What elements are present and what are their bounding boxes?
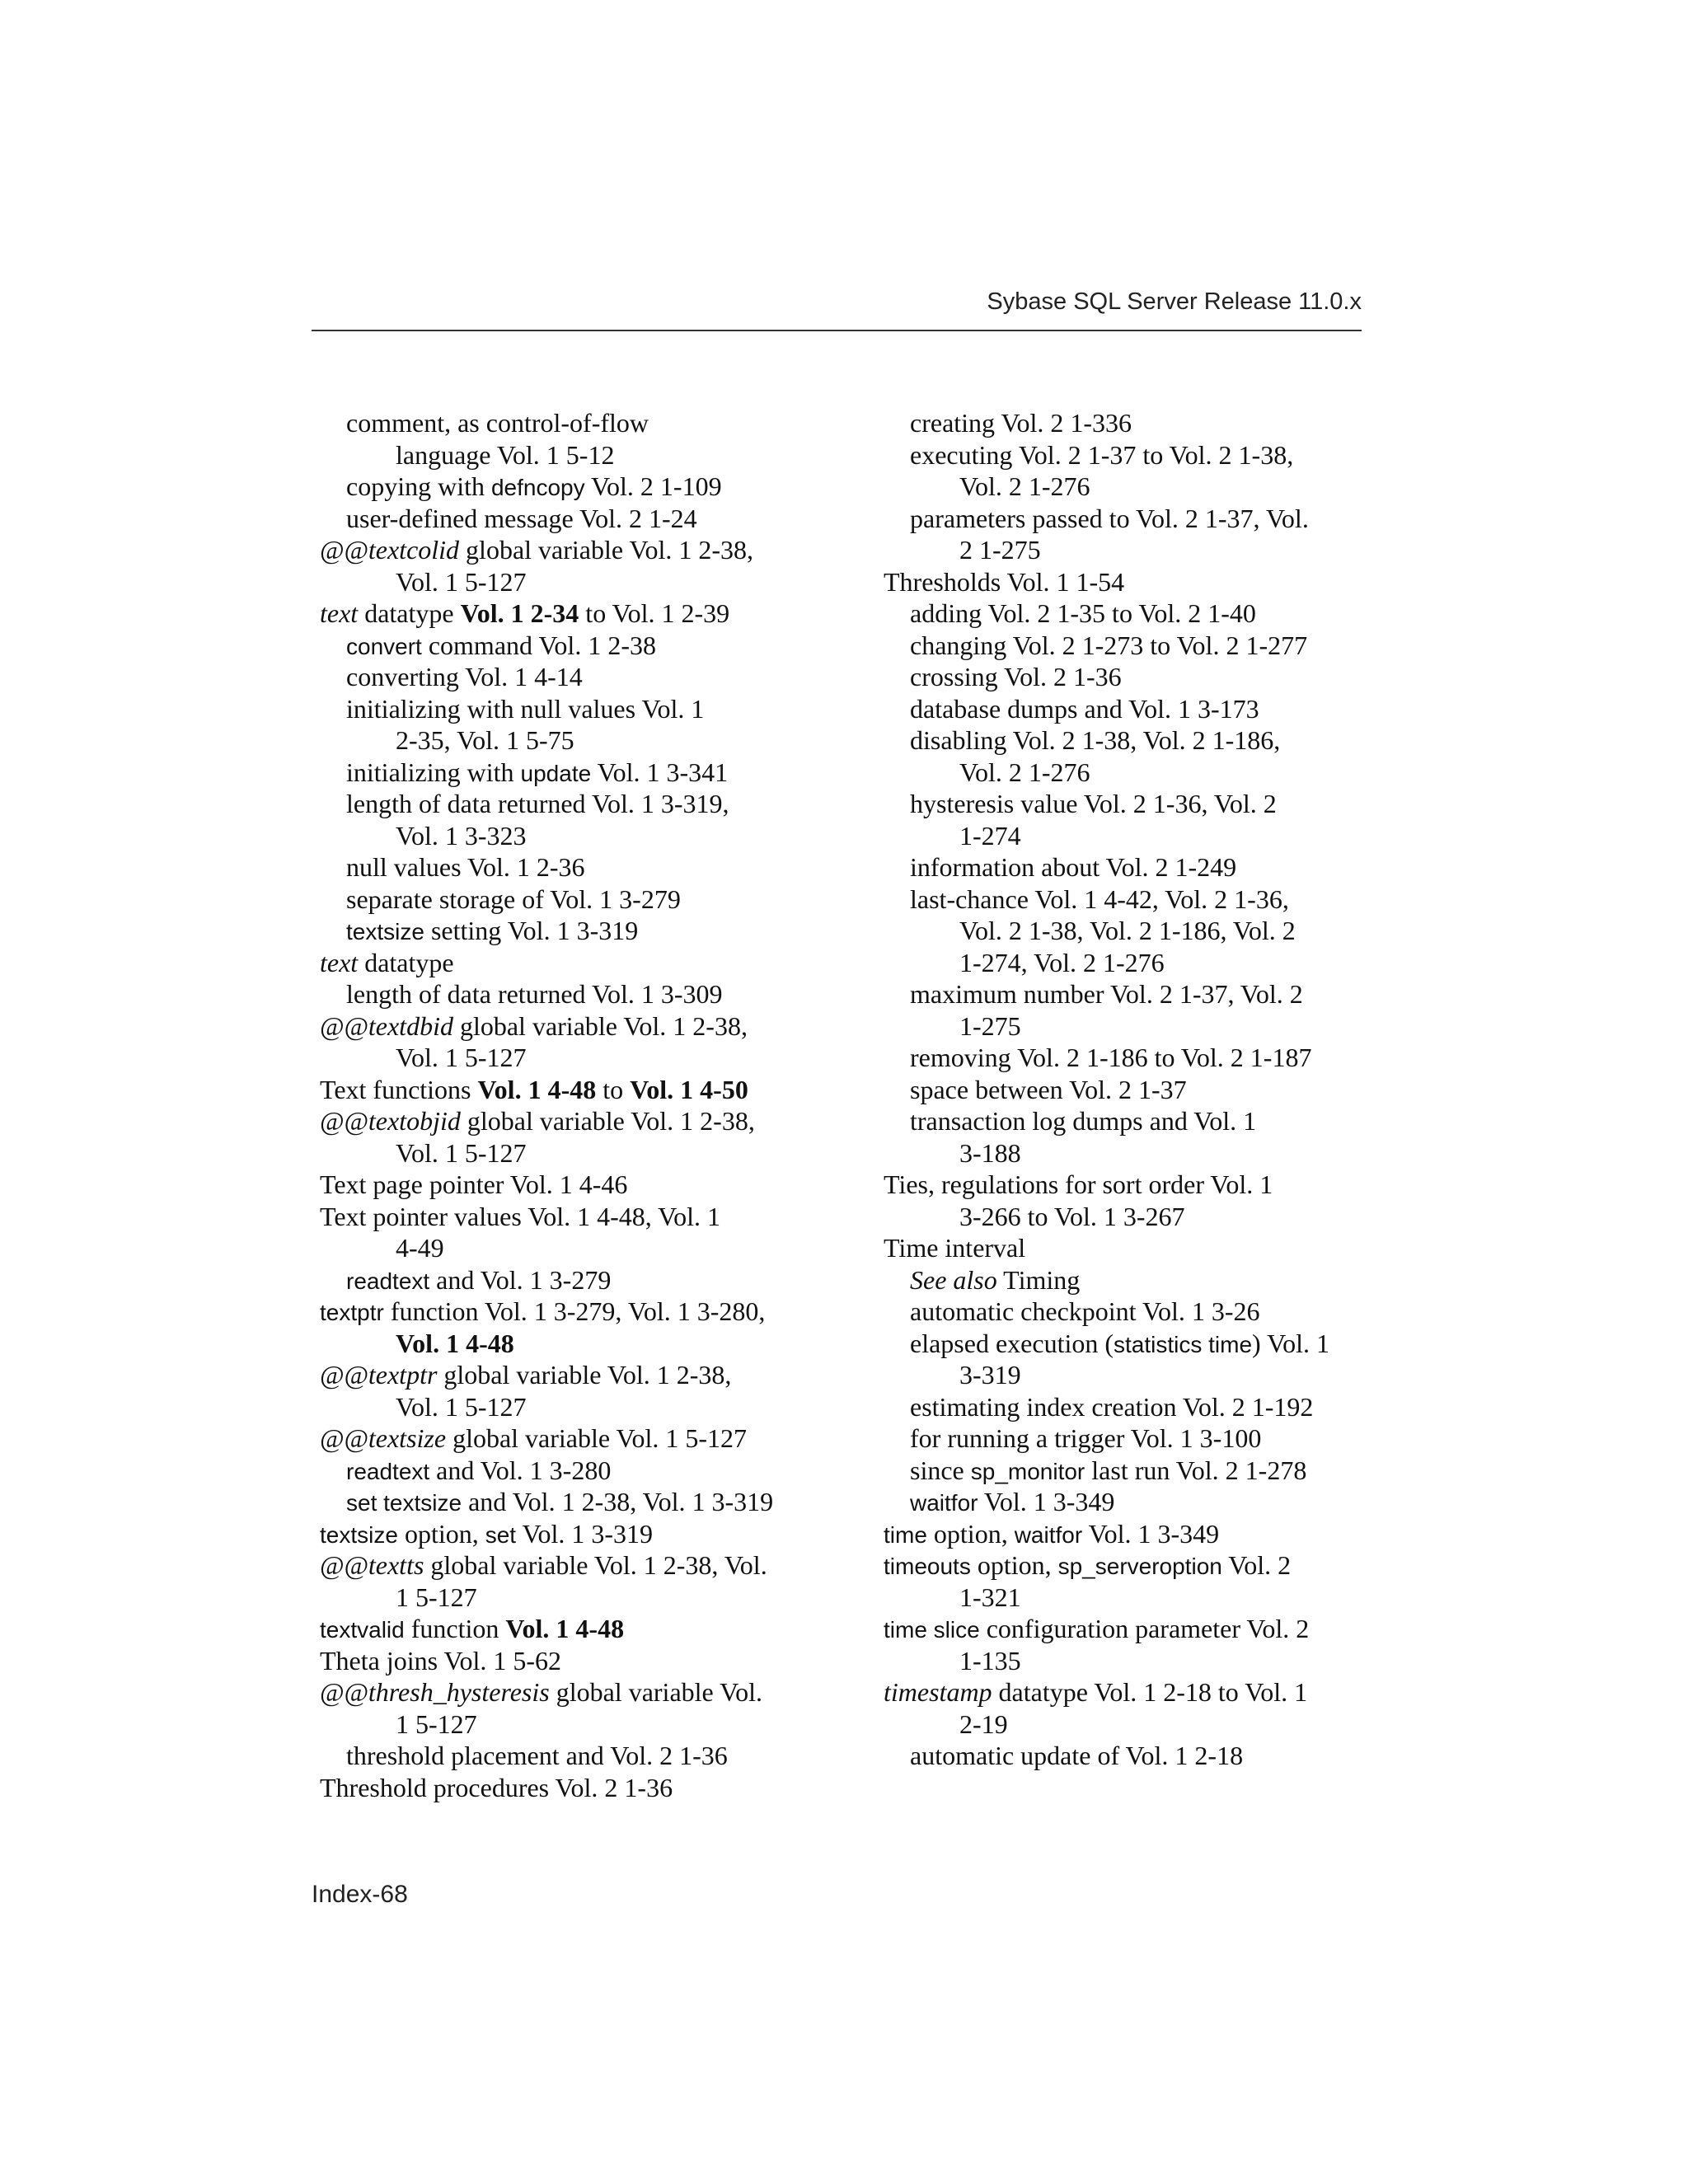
index-entry-line: [884, 1264, 1378, 1296]
index-entry-text: and Vol. 1 3-280: [429, 1455, 612, 1485]
index-entry-text: 2 1-275: [959, 535, 1041, 565]
index-entry-line: [320, 1613, 814, 1645]
index-entry-text: last run Vol. 2 1-278: [1085, 1455, 1307, 1485]
index-entry-line: [320, 724, 814, 757]
index-entry-line: [320, 1232, 814, 1264]
index-entry-line: [320, 1645, 814, 1677]
index-entry-text: initializing with null values Vol. 1: [346, 693, 705, 724]
index-entry-text: sp_monitor: [970, 1458, 1085, 1484]
index-entry-text: function: [404, 1614, 506, 1643]
index-entry-line: [884, 1010, 1378, 1043]
index-entry-text: sp_serveroption: [1057, 1554, 1222, 1579]
index-entry-text: @@textcolid: [320, 535, 460, 565]
index-entry-text: Thresholds Vol. 1 1-54: [884, 566, 1125, 597]
index-entry-text: length of data returned Vol. 1 3-309: [346, 979, 723, 1009]
index-entry-text: option,: [926, 1518, 1015, 1549]
index-entry-text: Vol. 1 3-349: [978, 1487, 1115, 1516]
index-entry-text: disabling Vol. 2 1-38, Vol. 2 1-186,: [910, 725, 1281, 755]
index-entry-line: [884, 820, 1378, 852]
index-entry-line: [884, 883, 1378, 916]
index-entry-text: to: [596, 1074, 631, 1104]
index-entry-text: and Vol. 1 2-38, Vol. 1 3-319: [462, 1487, 774, 1516]
index-entry-line: [884, 1391, 1378, 1423]
index-entry-text: Vol. 1 2-34: [460, 598, 579, 628]
index-entry-text: database dumps and Vol. 1 3-173: [910, 693, 1259, 724]
index-entry-line: [884, 503, 1378, 535]
index-entry-line: [320, 883, 814, 916]
index-entry-line: [884, 915, 1378, 947]
index-entry-line: [320, 1074, 814, 1106]
index-entry-line: [320, 757, 814, 789]
index-entry-text: configuration parameter Vol. 2: [979, 1614, 1310, 1643]
index-entry-line: [884, 1232, 1378, 1264]
index-entry-text: Vol. 1 4-48: [396, 1328, 514, 1358]
index-column-left: [320, 407, 814, 1803]
index-entry-text: update: [520, 760, 592, 786]
index-entry-line: [884, 1613, 1378, 1645]
index-entry-line: [884, 1042, 1378, 1074]
page-number: Index-68: [312, 1881, 408, 1908]
index-entry-text: Vol. 1 3-341: [591, 757, 729, 787]
index-entry-text: Vol. 1 4-48: [505, 1614, 625, 1643]
index-entry-text: time: [884, 1521, 927, 1548]
index-entry-line: [320, 1169, 814, 1201]
index-entry-text: threshold placement and Vol. 2 1-36: [346, 1741, 728, 1770]
index-entry-text: executing Vol. 2 1-37 to Vol. 2 1-38,: [910, 439, 1294, 470]
index-entry-text: Vol. 2 1-276: [959, 757, 1090, 787]
index-entry-text: 1-274, Vol. 2 1-276: [959, 947, 1165, 977]
index-entry-line: [884, 1105, 1378, 1137]
index-entry-text: Vol. 2 1-276: [959, 471, 1090, 501]
index-entry-text: time slice: [884, 1617, 980, 1643]
index-entry-text: global variable Vol. 1 2-38,: [437, 1360, 732, 1390]
index-entry-text: copying with: [346, 471, 491, 501]
index-entry-text: since: [910, 1455, 971, 1485]
index-entry-line: [320, 1201, 814, 1233]
index-entry-text: @@textts: [320, 1550, 424, 1580]
index-entry-text: maximum number Vol. 2 1-37, Vol. 2: [910, 979, 1303, 1009]
index-entry-text: 1-321: [959, 1582, 1021, 1612]
index-entry-text: datatype Vol. 1 2-18 to Vol. 1: [992, 1677, 1308, 1707]
index-entry-text: See also: [910, 1264, 997, 1295]
index-entry-text: Time interval: [884, 1233, 1026, 1263]
index-entry-text: set textsize: [346, 1490, 462, 1516]
index-entry-text: creating Vol. 2 1-336: [910, 408, 1132, 438]
index-entry-text: comment, as control-of-flow: [346, 408, 649, 438]
index-entry-text: statistics time: [1114, 1331, 1253, 1357]
running-header: Sybase SQL Server Release 11.0.x: [987, 288, 1362, 315]
index-entry-text: user-defined message Vol. 2 1-24: [346, 503, 697, 533]
index-entry-line: [320, 788, 814, 820]
index-entry-line: [884, 947, 1378, 979]
index-entry-line: [320, 1518, 814, 1550]
index-entry-text: automatic checkpoint Vol. 1 3-26: [910, 1296, 1260, 1326]
index-entry-text: Ties, regulations for sort order Vol. 1: [884, 1169, 1273, 1199]
index-entry-text: 1-274: [959, 820, 1021, 851]
index-entry-text: 3-319: [959, 1360, 1021, 1390]
index-entry-text: crossing Vol. 2 1-36: [910, 662, 1122, 691]
header-rule: [312, 330, 1362, 331]
index-entry-line: [320, 1105, 814, 1137]
index-entry-text: 3-266 to Vol. 1 3-267: [959, 1201, 1185, 1231]
index-entry-text: text: [320, 947, 359, 977]
index-entry-text: Vol. 1 4-50: [630, 1074, 748, 1104]
index-entry-line: [884, 534, 1378, 566]
index-entry-text: 1 5-127: [396, 1708, 477, 1739]
index-entry-line: [320, 978, 814, 1010]
index-entry-text: Vol. 1 4-48: [477, 1074, 597, 1104]
index-entry-text: @@textobjid: [320, 1106, 461, 1136]
index-entry-text: timeouts: [884, 1554, 971, 1579]
index-entry-text: to Vol. 1 2-39: [579, 598, 730, 628]
index-entry-line: [884, 630, 1378, 662]
index-entry-text: readtext: [346, 1268, 430, 1294]
index-entry-text: Vol. 1 5-127: [396, 1137, 527, 1168]
index-entry-line: [884, 566, 1378, 598]
index-entry-text: initializing with: [346, 757, 521, 787]
index-entry-line: [320, 915, 814, 947]
index-entry-text: option,: [397, 1518, 485, 1549]
index-entry-line: [320, 1582, 814, 1614]
index-entry-line: [884, 1549, 1378, 1582]
index-entry-line: [320, 1455, 814, 1487]
index-entry-line: [320, 1772, 814, 1804]
index-entry-line: [884, 757, 1378, 789]
index-entry-text: global variable Vol. 1 2-38,: [459, 535, 754, 565]
index-entry-text: elapsed execution (: [910, 1328, 1114, 1358]
index-entry-text: @@textdbid: [320, 1010, 453, 1041]
index-entry-text: textsize: [346, 919, 424, 944]
index-entry-line: [320, 1708, 814, 1741]
index-entry-text: text: [320, 598, 359, 628]
index-entry-text: 1-135: [959, 1645, 1021, 1675]
index-entry-text: Vol. 1 3-323: [396, 820, 527, 851]
index-entry-text: estimating index creation Vol. 2 1-192: [910, 1391, 1314, 1422]
index-entry-line: [884, 1169, 1378, 1201]
index-entry-text: null values Vol. 1 2-36: [346, 852, 585, 882]
index-entry-text: textvalid: [320, 1617, 405, 1643]
index-entry-line: [320, 1328, 814, 1360]
index-entry-text: waitfor: [1014, 1521, 1083, 1548]
index-entry-line: [884, 851, 1378, 883]
index-entry-text: hysteresis value Vol. 2 1-36, Vol. 2: [910, 789, 1277, 818]
index-entry-line: [320, 439, 814, 471]
index-entry-line: [320, 1010, 814, 1043]
index-entry-text: 1-275: [959, 1010, 1021, 1041]
index-entry-line: [320, 1391, 814, 1423]
index-entry-text: setting Vol. 1 3-319: [424, 916, 639, 945]
index-entry-line: [884, 407, 1378, 439]
index-entry-line: [884, 439, 1378, 471]
index-entry-text: for running a trigger Vol. 1 3-100: [910, 1423, 1262, 1453]
index-entry-text: global variable Vol. 1 2-38, Vol.: [424, 1550, 767, 1580]
index-entry-line: [320, 534, 814, 566]
index-entry-line: [884, 1359, 1378, 1391]
index-entry-text: defncopy: [490, 475, 585, 500]
index-entry-line: [320, 630, 814, 662]
index-entry-text: Vol. 2 1-38, Vol. 2 1-186, Vol. 2: [959, 916, 1296, 945]
index-entry-line: [320, 1486, 814, 1518]
index-entry-text: Vol. 1 5-127: [396, 1043, 527, 1072]
index-entry-text: datatype: [358, 947, 454, 977]
index-entry-line: [320, 1296, 814, 1328]
index-entry-line: [320, 1422, 814, 1455]
index-entry-line: [884, 1486, 1378, 1518]
index-entry-text: 2-19: [959, 1708, 1008, 1739]
index-entry-line: [884, 724, 1378, 757]
index-entry-line: [320, 661, 814, 693]
index-entry-text: global variable Vol. 1 5-127: [446, 1423, 748, 1453]
index-entry-text: 1 5-127: [396, 1582, 477, 1612]
index-entry-text: global variable Vol. 1 2-38,: [460, 1106, 755, 1136]
index-entry-text: global variable Vol. 1 2-38,: [452, 1010, 748, 1041]
index-entry-line: [884, 978, 1378, 1010]
index-entry-text: waitfor: [910, 1490, 978, 1516]
index-entry-line: [320, 1740, 814, 1772]
index-entry-line: [320, 471, 814, 503]
index-entry-text: Vol. 1 3-319: [516, 1518, 654, 1549]
index-entry-text: changing Vol. 2 1-273 to Vol. 2 1-277: [910, 630, 1308, 660]
index-entry-line: [884, 471, 1378, 503]
index-entry-line: [884, 1201, 1378, 1233]
index-entry-line: [884, 788, 1378, 820]
index-entry-line: [320, 693, 814, 725]
index-entry-text: and Vol. 1 3-279: [429, 1264, 612, 1295]
index-entry-line: [320, 1676, 814, 1708]
index-entry-text: Vol. 1 3-349: [1082, 1518, 1220, 1549]
index-entry-text: readtext: [346, 1458, 430, 1484]
index-entry-line: [320, 1549, 814, 1582]
index-entry-text: Vol. 2 1-109: [584, 471, 722, 501]
index-entry-line: [884, 1676, 1378, 1708]
index-entry-line: [320, 851, 814, 883]
index-entry-text: space between Vol. 2 1-37: [910, 1074, 1187, 1104]
index-entry-text: last-chance Vol. 1 4-42, Vol. 2 1-36,: [910, 883, 1289, 914]
index-entry-text: function Vol. 1 3-279, Vol. 1 3-280,: [383, 1296, 766, 1326]
index-entry-line: [320, 1264, 814, 1296]
index-entry-text: @@textsize: [320, 1423, 447, 1453]
index-entry-line: [320, 1137, 814, 1169]
index-entry-text: length of data returned Vol. 1 3-319,: [346, 789, 729, 818]
index-entry-line: [320, 820, 814, 852]
index-entry-text: language Vol. 1 5-12: [396, 439, 615, 470]
index-entry-text: removing Vol. 2 1-186 to Vol. 2 1-187: [910, 1043, 1312, 1072]
index-entry-line: [884, 598, 1378, 630]
index-entry-text: Vol. 2: [1221, 1550, 1292, 1580]
index-entry-text: Text pointer values Vol. 1 4-48, Vol. 1: [320, 1201, 721, 1231]
index-entry-text: datatype: [358, 598, 461, 628]
index-entry-text: 2-35, Vol. 1 5-75: [396, 725, 574, 755]
index-entry-text: @@textptr: [320, 1360, 438, 1390]
index-entry-text: timestamp: [884, 1677, 992, 1707]
index-entry-line: [884, 1422, 1378, 1455]
index-entry-text: Vol. 1 5-127: [396, 566, 527, 597]
index-entry-line: [320, 1359, 814, 1391]
index-entry-text: adding Vol. 2 1-35 to Vol. 2 1-40: [910, 598, 1256, 628]
index-entry-line: [884, 1645, 1378, 1677]
index-entry-text: command Vol. 1 2-38: [421, 630, 656, 660]
index-entry-line: [884, 1582, 1378, 1614]
index-entry-line: [884, 1518, 1378, 1550]
index-entry-text: Threshold procedures Vol. 2 1-36: [320, 1772, 673, 1802]
index-entry-text: ) Vol. 1: [1252, 1328, 1329, 1358]
index-entry-line: [884, 1740, 1378, 1772]
index-entry-text: 3-188: [959, 1137, 1021, 1168]
index-entry-line: [320, 407, 814, 439]
index-entry-text: global variable Vol.: [549, 1677, 763, 1707]
index-entry-text: Timing: [996, 1264, 1081, 1295]
index-entry-text: 4-49: [396, 1233, 444, 1263]
index-entry-text: option,: [970, 1550, 1058, 1580]
index-entry-line: [320, 598, 814, 630]
index-entry-text: transaction log dumps and Vol. 1: [910, 1106, 1257, 1136]
index-entry-text: converting Vol. 1 4-14: [346, 662, 583, 691]
index-entry-line: [884, 693, 1378, 725]
index-entry-text: Text functions: [320, 1074, 478, 1104]
index-entry-text: Theta joins Vol. 1 5-62: [320, 1645, 562, 1675]
index-entry-line: [884, 1328, 1378, 1360]
index-entry-text: textptr: [320, 1300, 384, 1325]
index-entry-line: [884, 1708, 1378, 1741]
index-entry-line: [884, 1455, 1378, 1487]
index-entry-line: [884, 1296, 1378, 1328]
index-entry-text: separate storage of Vol. 1 3-279: [346, 883, 681, 914]
index-entry-text: Vol. 1 5-127: [396, 1391, 527, 1422]
index-entry-text: automatic update of Vol. 1 2-18: [910, 1741, 1244, 1770]
index-entry-line: [884, 1137, 1378, 1169]
index-entry-line: [320, 566, 814, 598]
index-entry-line: [320, 947, 814, 979]
index-entry-text: convert: [346, 633, 422, 659]
index-entry-line: [884, 661, 1378, 693]
index-entry-text: information about Vol. 2 1-249: [910, 852, 1237, 882]
index-entry-text: Text page pointer Vol. 1 4-46: [320, 1169, 628, 1199]
index-entry-text: parameters passed to Vol. 2 1-37, Vol.: [910, 503, 1309, 533]
index-entry-text: set: [485, 1521, 517, 1548]
index-entry-text: textsize: [320, 1521, 398, 1548]
index-column-right: [884, 407, 1378, 1772]
index-entry-line: [884, 1074, 1378, 1106]
index-entry-line: [320, 1042, 814, 1074]
index-entry-line: [320, 503, 814, 535]
index-entry-text: @@thresh_hysteresis: [320, 1677, 550, 1707]
